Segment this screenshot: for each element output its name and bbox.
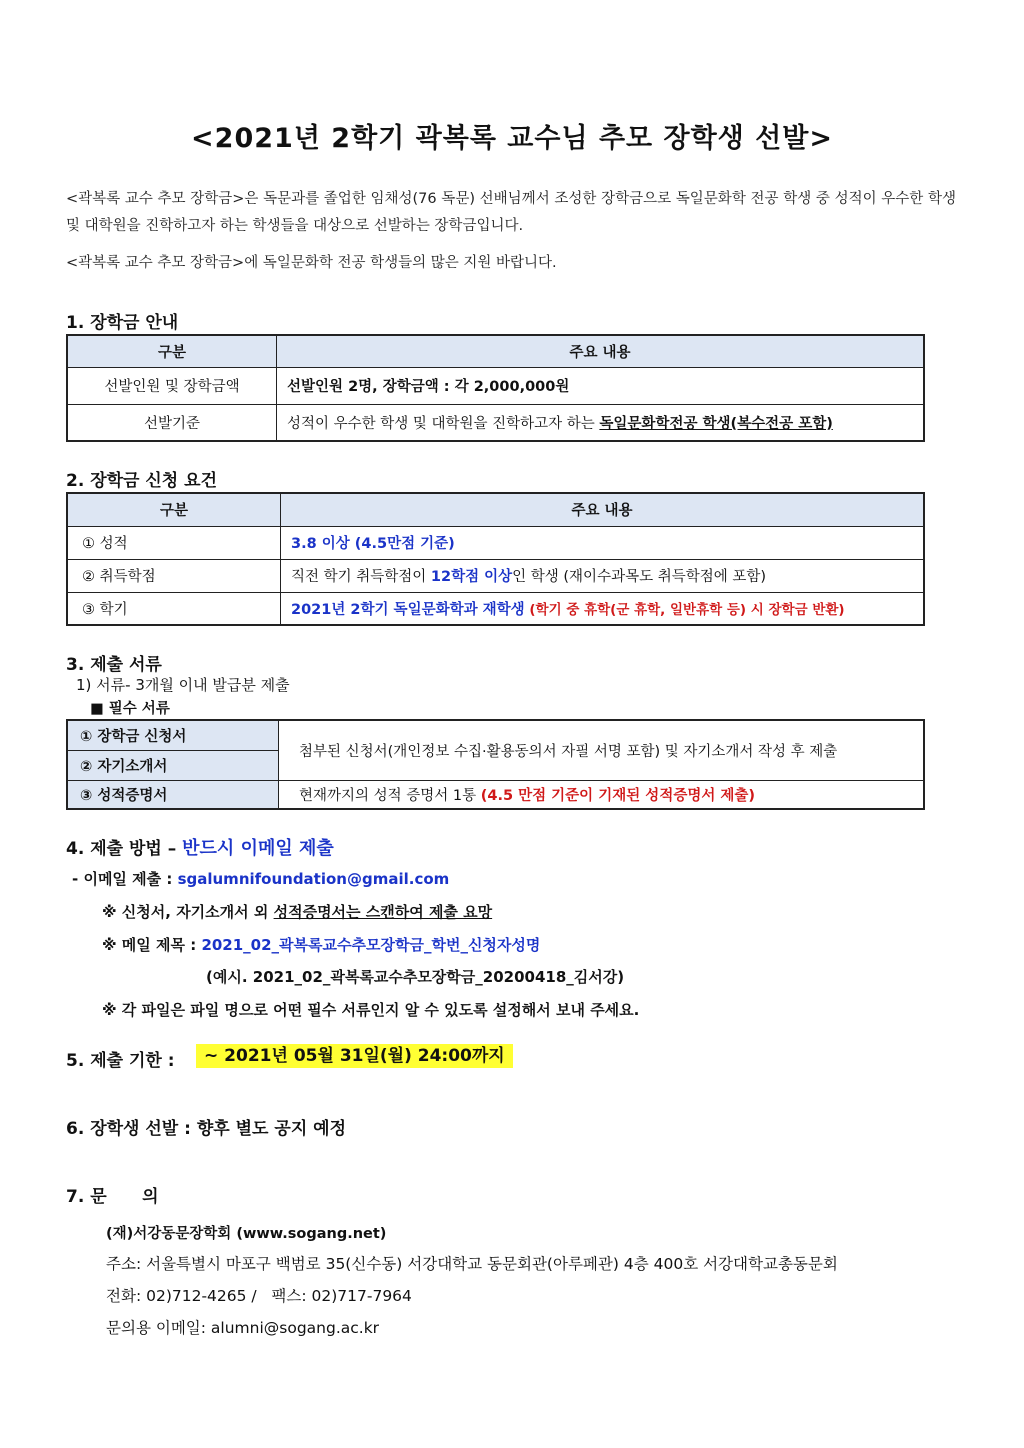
- table-header-cell: 주요 내용: [281, 493, 925, 526]
- section-4-heading-emphasis: 반드시 이메일 제출: [182, 838, 334, 859]
- table-header-row: [67, 493, 924, 526]
- table-cell-value: 첨부된 신청서(개인정보 수집·활용동의서 자필 서명 포함) 및 자기소개서 작성 후 제출: [279, 720, 925, 780]
- table-cell-label: 선발인원 및 장학금액: [67, 367, 277, 404]
- table-row: [67, 367, 924, 404]
- documents-subheading-text: 1) 서류- 3개월 이내 발급분 제출: [76, 676, 290, 694]
- intro-text-2: <곽복록 교수 추모 장학금>에 독일문화학 전공 학생들의 많은 지원 바랍니다.: [66, 255, 557, 271]
- submission-email-link[interactable]: sgalumnifoundation@gmail.com: [177, 870, 450, 888]
- section-3-heading: 3. 제출 서류: [66, 655, 162, 675]
- section-4-heading-text: 4. 제출 방법 –: [66, 839, 183, 859]
- table-row: [67, 780, 924, 809]
- table-header-cell: 구분: [67, 335, 277, 367]
- table-cell-label: ② 취득학점: [67, 559, 281, 592]
- table-cell-label: ① 성적: [67, 526, 281, 559]
- note-scan-text: ※ 신청서, 자기소개서 외: [102, 903, 274, 921]
- table-header-cell: 구분: [67, 493, 281, 526]
- mail-subject-value: 2021_02_곽복록교수추모장학금_학번_신청자성명: [201, 936, 541, 954]
- table-row: [67, 559, 924, 592]
- deadline-text: ~ 2021년 05월 31일(월) 24:00까지: [196, 1044, 513, 1068]
- contact-email: 문의용 이메일: alumni@sogang.ac.kr: [106, 1319, 380, 1337]
- contact-address: 주소: 서울특별시 마포구 백범로 35(신수동) 서강대학교 동문회관(아루페관) 4층 400호 서강대학교총동문회: [106, 1255, 838, 1273]
- requirements-table: [66, 492, 925, 626]
- note-file-names: ※ 각 파일은 파일 명으로 어떤 필수 서류인지 알 수 있도록 설정해서 보내 주세요.: [102, 1001, 640, 1019]
- required-documents-label: ■ 필수 서류: [90, 701, 170, 717]
- contact-phone: 전화: 02)712-4265 / 팩스: 02)717-7964: [106, 1287, 412, 1305]
- email-label: - 이메일 제출 :: [72, 870, 178, 888]
- contact-org: (재)서강동문장학회 (www.sogang.net): [106, 1226, 387, 1242]
- deadline-highlight: [196, 1041, 513, 1066]
- section-7-heading: 7. 문 의: [66, 1187, 159, 1207]
- table-cell-label: 선발기준: [67, 404, 277, 441]
- table-row: [67, 526, 924, 559]
- criteria-emphasis: 독일문화학전공 학생(복수전공 포함): [599, 415, 833, 432]
- table-cell-value: 선발인원 2명, 장학금액 : 각 2,000,000원: [277, 367, 925, 404]
- semester-warning: (학기 중 휴학(군 휴학, 일반휴학 등) 시 장학금 반환): [524, 601, 845, 618]
- table-row: [67, 404, 924, 441]
- intro-text-1: <곽복록 교수 추모 장학금>은 독문과를 졸업한 임채성(76 독문) 선배님께서 조성한 장학금으로 독일문화학 전공 학생 중 성적이 우수한 학생 및 대학원을 진학하고자 하는 학생들을 대상으로 선발하는 장학금입니다.: [66, 191, 956, 234]
- intro-paragraph-1: [66, 186, 956, 240]
- section-6-heading: 6. 장학생 선발 : 향후 별도 공지 예정: [66, 1119, 346, 1139]
- note-scan-emphasis: 성적증명서는 스캔하여 제출 요망: [273, 903, 493, 921]
- note-mail-subject: [102, 934, 540, 955]
- documents-subheading: [76, 674, 290, 695]
- mail-subject-label: ※ 메일 제목 :: [102, 936, 202, 954]
- page-title: <2021년 2학기 곽복록 교수님 추모 장학생 선발>: [191, 123, 833, 154]
- table-cell-label: ③ 학기: [67, 592, 281, 625]
- table-cell-value: [277, 404, 925, 441]
- documents-table: [66, 719, 925, 810]
- intro-paragraph-2: [66, 250, 956, 277]
- table-header-row: [67, 335, 924, 367]
- table-cell-value: 3.8 이상 (4.5만점 기준): [281, 526, 925, 559]
- section-2-heading: 2. 장학금 신청 요건: [66, 471, 217, 491]
- transcript-text: 현재까지의 성적 증명서 1통: [299, 787, 481, 804]
- scholarship-info-table: [66, 334, 925, 442]
- table-cell-label: ② 자기소개서: [67, 750, 279, 780]
- section-1-heading: 1. 장학금 안내: [66, 313, 179, 333]
- section-5-heading: [66, 1046, 175, 1071]
- mail-subject-example: (예시. 2021_02_곽복록교수추모장학금_20200418_김서강): [206, 968, 625, 986]
- section-4-heading: [66, 834, 334, 860]
- email-line: [72, 868, 449, 889]
- credits-emphasis: 12학점 이상: [430, 569, 513, 585]
- table-cell-value: [279, 780, 925, 809]
- transcript-warning: (4.5 만점 기준이 기재된 성적증명서 제출): [480, 787, 756, 804]
- table-cell-label: ③ 성적증명서: [67, 780, 279, 809]
- note-scan: [102, 901, 492, 922]
- semester-emphasis: 2021년 2학기 독일문화학과 재학생: [291, 601, 525, 618]
- credits-text-pre: 직전 학기 취득학점이: [291, 569, 431, 585]
- table-cell-label: ① 장학금 신청서: [67, 720, 279, 750]
- table-row: [67, 720, 924, 750]
- credits-text-post: 인 학생 (재이수과목도 취득학점에 포함): [512, 569, 767, 585]
- table-row: [67, 592, 924, 625]
- table-cell-value: [281, 592, 925, 625]
- table-header-cell: 주요 내용: [277, 335, 925, 367]
- section-5-heading-text: 5. 제출 기한 :: [66, 1051, 175, 1071]
- criteria-text: 성적이 우수한 학생 및 대학원을 진학하고자 하는: [287, 415, 600, 432]
- table-cell-value: [281, 559, 925, 592]
